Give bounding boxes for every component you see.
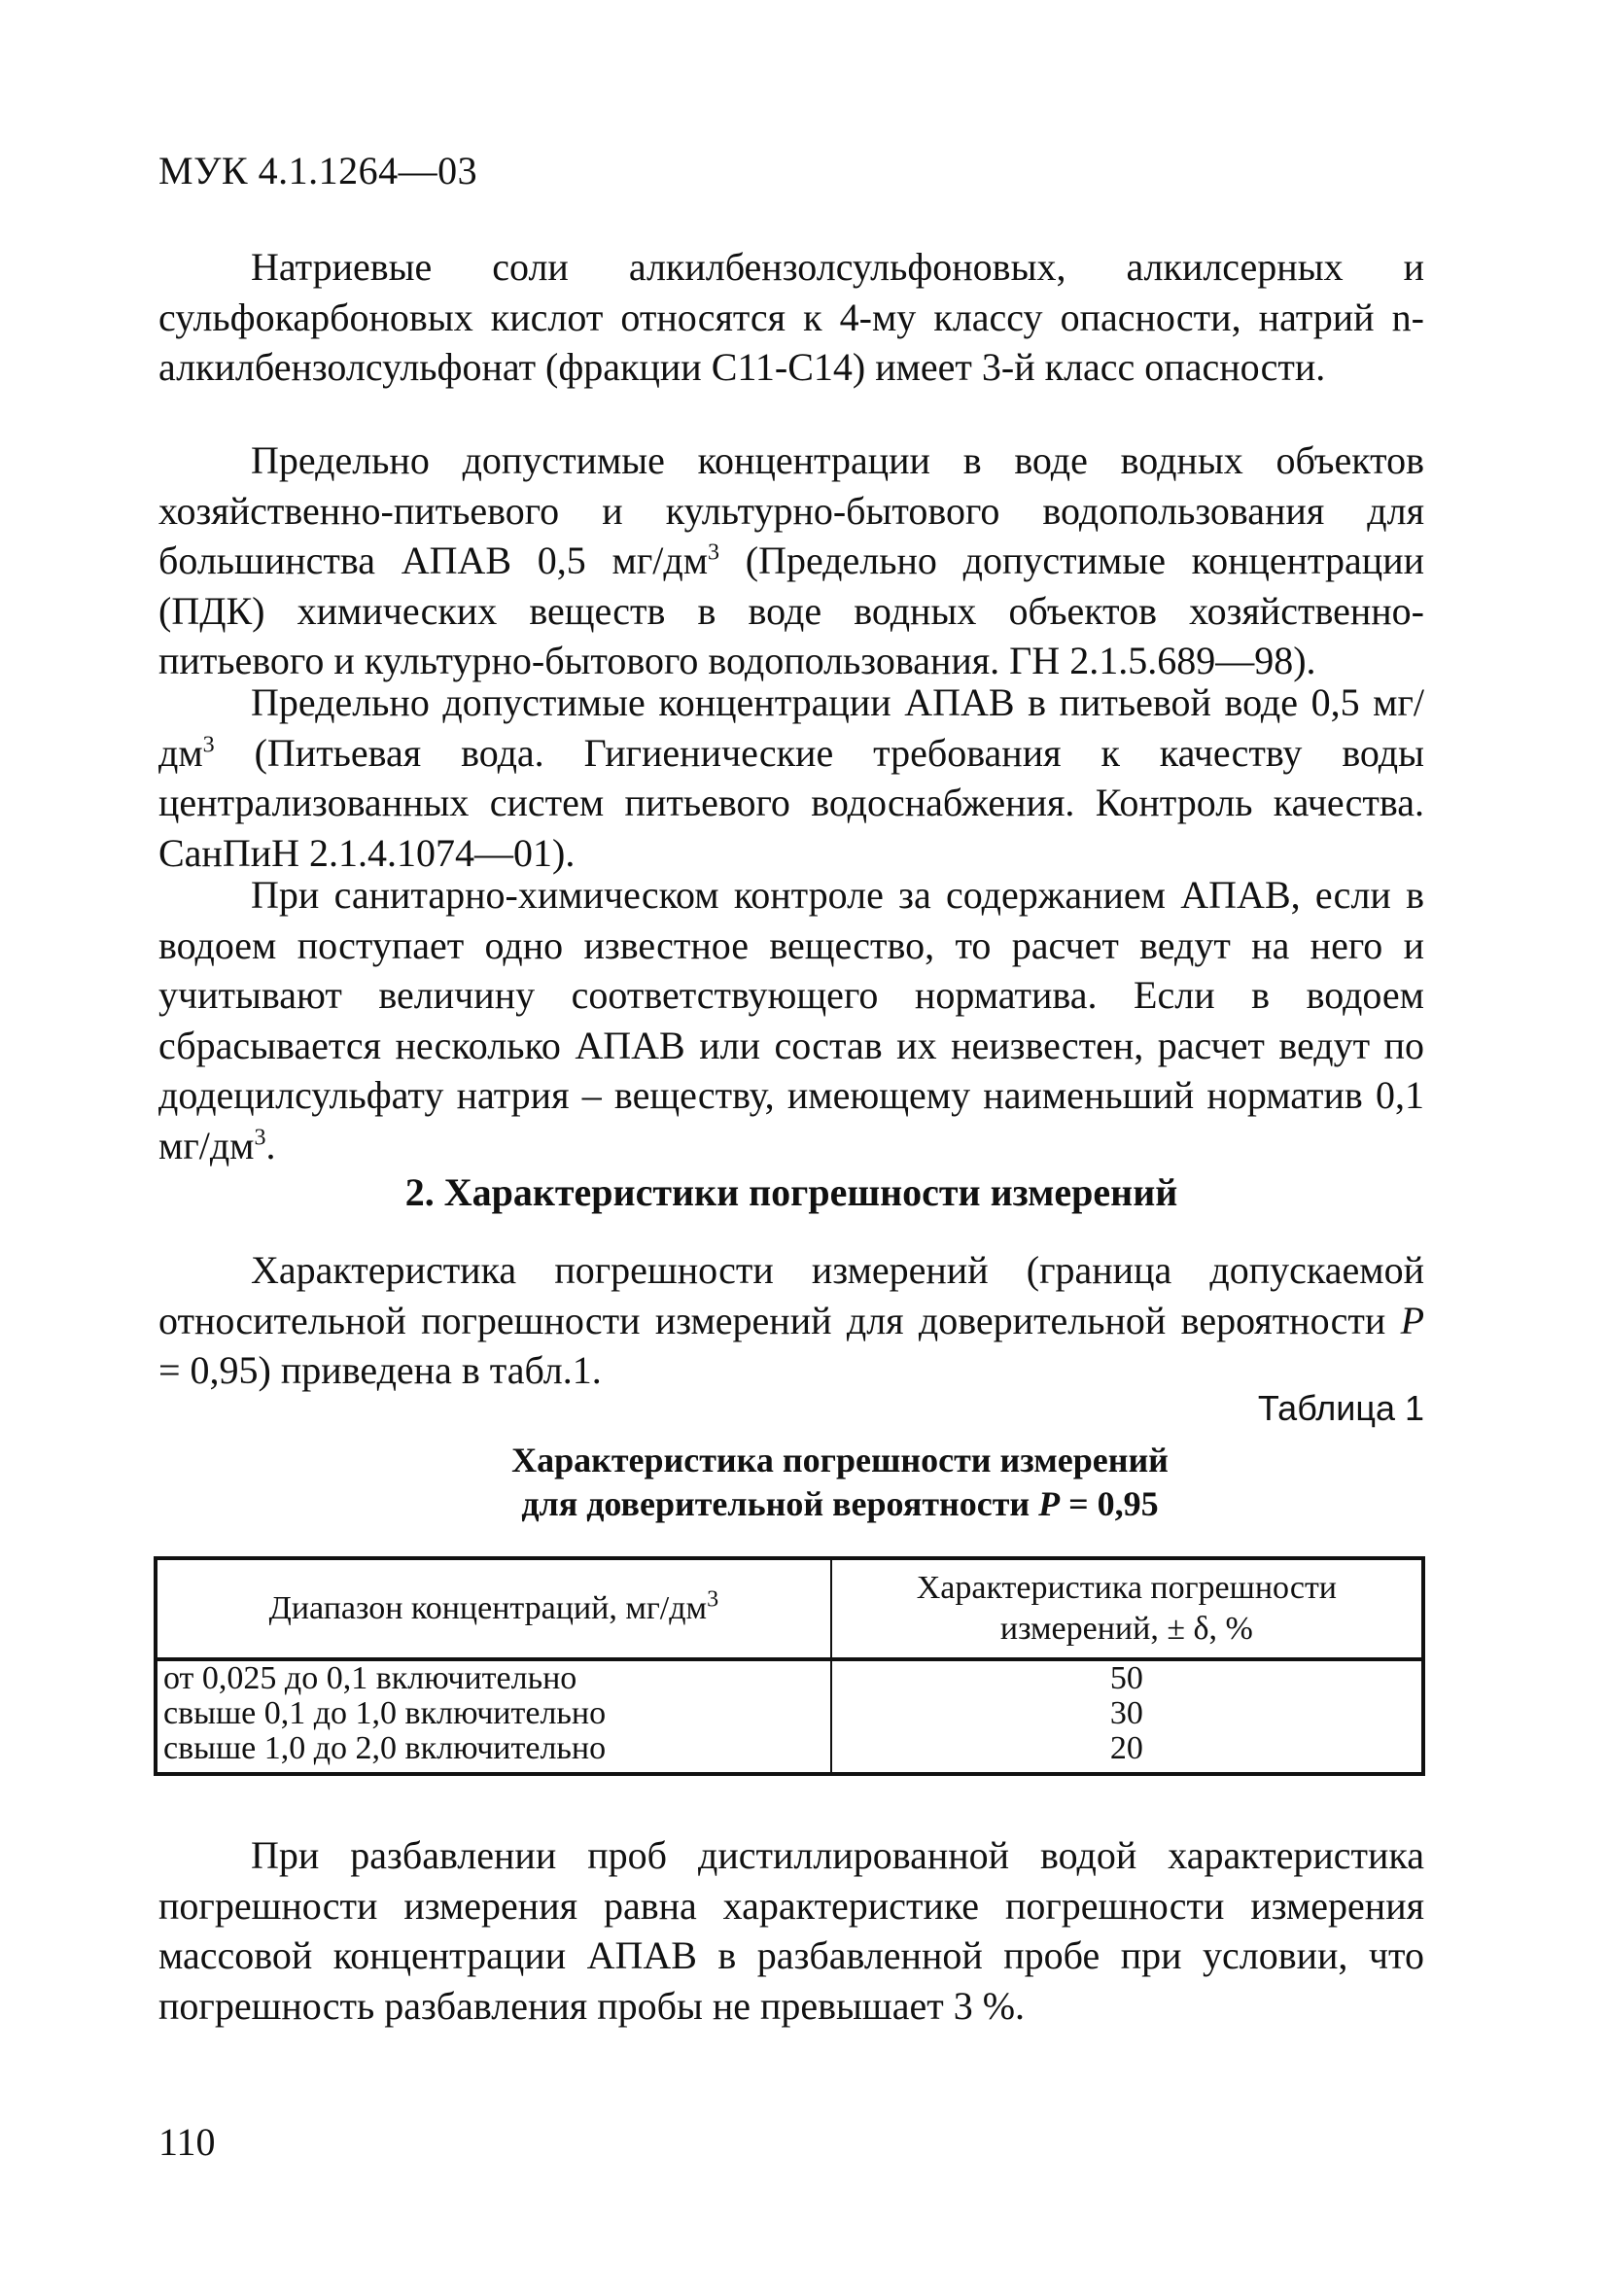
paragraph-text-part: (Предельно допустимые концентрации (ПДК) химических веществ в воде водных объектов хозяйственно-питьевого и культурно-бытового водопользования. ГН 2.1.5.689—98). [158, 539, 1424, 682]
paragraph-mpc-drinking-water [158, 678, 1424, 878]
probability-symbol: Р [1038, 1484, 1061, 1523]
table-caption: Таблица 1 [1257, 1388, 1424, 1428]
paragraph-text-part: = 0,95) приведена в табл.1. [158, 1348, 602, 1392]
cell-error-value: 20 [831, 1731, 1423, 1774]
table-header-row [156, 1558, 1423, 1659]
paragraph-error-characteristic [158, 1245, 1424, 1396]
section-heading: 2. Характеристики погрешности измерений [404, 1170, 1178, 1214]
measurement-error-table [154, 1556, 1425, 1776]
table-title-part: = 0,95 [1060, 1484, 1159, 1523]
cell-range: свыше 0,1 до 1,0 включительно [156, 1696, 831, 1731]
table-title [158, 1439, 1424, 1526]
paragraph-text-part: (Питьевая вода. Гигиенические требования к качеству воды централизованных систем питьевого водоснабжения. Контроль качества. СанПиН 2.1.4.1074—01). [158, 730, 1424, 875]
paragraph-text [158, 870, 1424, 1170]
page-number: 110 [158, 2120, 216, 2164]
paragraph-text-part: Предельно допустимые концентрации АПАВ в питьевой воде 0,5 мг/дм [158, 680, 1424, 775]
cell-range: от 0,025 до 0,1 включительно [156, 1659, 831, 1696]
paragraph-text-part: . [265, 1123, 276, 1167]
column-header-text: Характеристика погрешности [916, 1570, 1338, 1606]
column-header-text: Диапазон концентраций, мг/дм [268, 1590, 708, 1626]
superscript-3: 3 [202, 732, 215, 758]
table-title-line-1: Характеристика погрешности измерений [511, 1441, 1169, 1479]
running-header: МУК 4.1.1264—03 [158, 149, 478, 192]
column-header-error [831, 1558, 1423, 1659]
superscript-3: 3 [254, 1125, 266, 1151]
table-title-part: для доверительной вероятности [521, 1484, 1039, 1523]
superscript-3: 3 [707, 1586, 719, 1613]
table-row [156, 1696, 1423, 1731]
paragraph-text [158, 678, 1424, 878]
paragraph-text-part: Характеристика погрешности измерений (граница допускаемой относительной погрешности измерений для доверительной вероятности [158, 1248, 1424, 1342]
paragraph-dilution [158, 1830, 1424, 2031]
cell-range: свыше 1,0 до 2,0 включительно [156, 1731, 831, 1774]
paragraph-text: Натриевые соли алкилбензолсульфоновых, алкилсерных и сульфокарбоновых кислот относятся к 4-му классу опасности, натрий n-алкилбензолсульфонат (фракции С11-С14) имеет 3-й класс опасности. [158, 245, 1424, 389]
table-row [156, 1659, 1423, 1696]
paragraph-text-part: Предельно допустимые концентрации в воде водных объектов хозяйственно-питьевого и культурно-бытового водопользования для большинства АПАВ 0,5 мг/дм [158, 438, 1424, 582]
paragraph-hazard-classes [158, 242, 1424, 393]
paragraph-text: При разбавлении проб дистиллированной водой характеристика погрешности измерения равна характеристике погрешности измерения массовой концентрации АПАВ в разбавленной пробе при условии, что погрешность разбавления пробы не превышает 3 %. [158, 1833, 1424, 2028]
paragraph-mpc-water-objects [158, 435, 1424, 686]
paragraph-text [158, 1245, 1424, 1396]
column-header-range [156, 1558, 831, 1659]
superscript-3: 3 [708, 539, 720, 566]
cell-error-value: 50 [831, 1659, 1423, 1696]
paragraph-sanitary-control [158, 870, 1424, 1170]
paragraph-text [158, 435, 1424, 686]
paragraph-text-part: При санитарно-химическом контроле за содержанием АПАВ, если в водоем поступает одно известное вещество, то расчет ведут на него и учитывают величину соответствующего норматива. Если в водоем сбрасывается несколько АПАВ или состав их неизвестен, расчет ведут по додецилсульфату натрия – веществу, имеющему наименьший норматив 0,1 мг/дм [158, 873, 1424, 1167]
probability-symbol: Р [1400, 1298, 1424, 1342]
table-row [156, 1731, 1423, 1774]
table-title-line-2 [158, 1482, 1424, 1526]
column-header-text: измерений, ± δ, % [999, 1611, 1253, 1647]
cell-error-value: 30 [831, 1696, 1423, 1731]
